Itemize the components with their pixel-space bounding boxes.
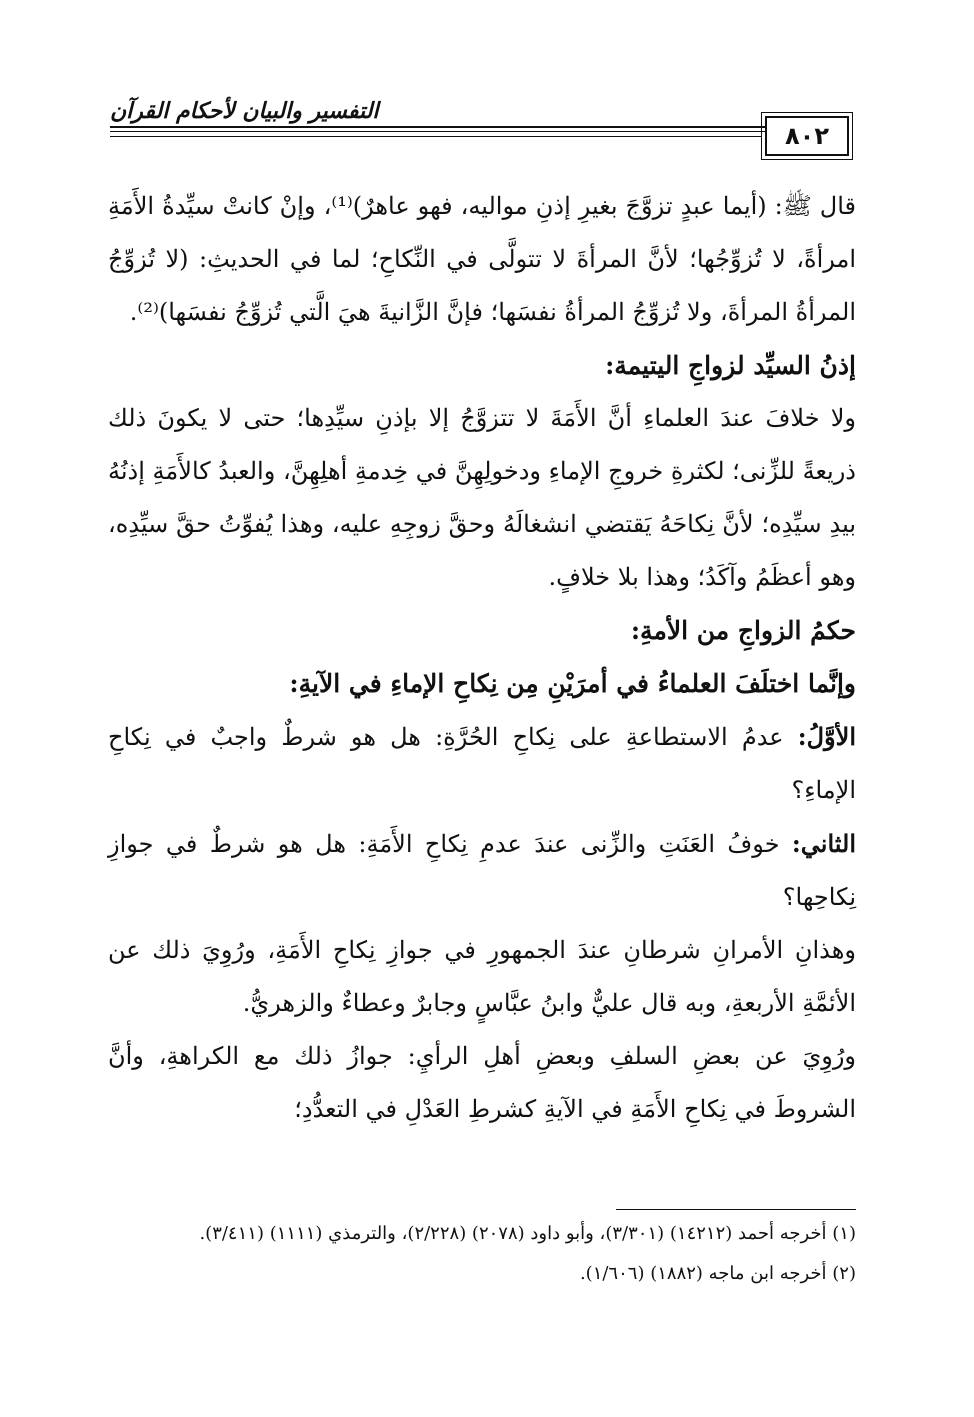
page-header [110,92,849,172]
running-title: التفسير والبيان لأحكام القرآن [110,98,379,124]
section-heading: إذنُ السيِّد لزواجِ اليتيمة: [605,351,856,380]
paragraph: ولا خلافَ عندَ العلماءِ أنَّ الأَمَةَ لا تتزوَّجُ إلا بإذنِ سيِّدِها؛ حتى لا يكونَ ذلك ذريعةً للزِّنى؛ لكثرةِ خروجِ الإماءِ ودخولِهِنَّ في خِدمةِ أهلِهِنَّ، والعبدُ كالأَمَةِ إذنُهُ بيدِ سيِّدِه؛ لأنَّ نِكاحَهُ يَقتضي انشغالَهُ وحقَّ زوجِهِ عليه، وهذا يُفوِّتُ حقَّ سيِّدِه، وهو أعظَمُ وآكَدُ؛ وهذا بلا خلافٍ. [108,404,856,591]
footnote: (١) أخرجه أحمد (١٤٢١٢) (٣/٣٠١)، وأبو داود (٢٠٧٨) (٢/٢٢٨)، والترمذي (١١١١) (٣/٤١١). [199,1223,856,1244]
paragraph: ورُوِيَ عن بعضِ السلفِ وبعضِ أهلِ الرأيِ: جوازُ ذلك مع الكراهةِ، وأنَّ الشروطَ في نِكاحِ الأَمَةِ في الآيةِ كشرطِ العَدْلِ في التعدُّدِ؛ [108,1042,856,1123]
main-text [108,180,856,1136]
footnote-rule [616,1209,856,1210]
section-heading: وإنَّما اختلَفَ العلماءُ في أمرَيْنِ مِن نِكاحِ الإماءِ في الآيةِ: [289,669,856,698]
paragraph [108,817,856,924]
header-rule [110,126,849,132]
paragraph [108,710,856,817]
footnote: (٢) أخرجه ابن ماجه (١٨٨٢) (١/٦٠٦). [579,1263,856,1284]
point-label: الثاني: [791,829,856,858]
header-underline [110,136,761,137]
point-text: خوفُ العَنَتِ والزِّنى عندَ عدمِ نِكاحِ الأَمَةِ: هل هو شرطٌ في جوازِ نِكاحِها؟ [108,830,856,911]
section-heading: حكمُ الزواجِ من الأمةِ: [630,616,856,645]
point-label: الأوَّلُ: [797,722,856,751]
paragraph: قال ﷺ: (أيما عبدٍ تزوَّجَ بغيرِ إذنِ مواليه، فهو عاهرٌ)⁽¹⁾، وإنْ كانتْ سيِّدةُ الأَمَةِ امرأةً، لا تُزوِّجُها؛ لأنَّ المرأةَ لا تتولَّى في النِّكاحِ؛ لما في الحديثِ: (لا تُزوِّجُ المرأةُ المرأةَ، ولا تُزوِّجُ المرأةُ نفسَها؛ فإنَّ الزَّانيةَ هيَ الَّتي تُزوِّجُ نفسَها)⁽²⁾. [108,192,857,326]
point-text: عدمُ الاستطاعةِ على نِكاحِ الحُرَّةِ: هل هو شرطٌ واجبٌ في نِكاحِ الإماءِ؟ [108,723,856,804]
paragraph: وهذانِ الأمرانِ شرطانِ عندَ الجمهورِ في جوازِ نِكاحِ الأَمَةِ، ورُوِيَ ذلك عن الأئمَّةِ الأربعةِ، وبه قال عليٌّ وابنُ عبَّاسٍ وجابرٌ وعطاءٌ والزهريُّ. [108,936,856,1017]
page-number: ٨٠٢ [765,116,849,156]
footnotes [108,1218,856,1290]
